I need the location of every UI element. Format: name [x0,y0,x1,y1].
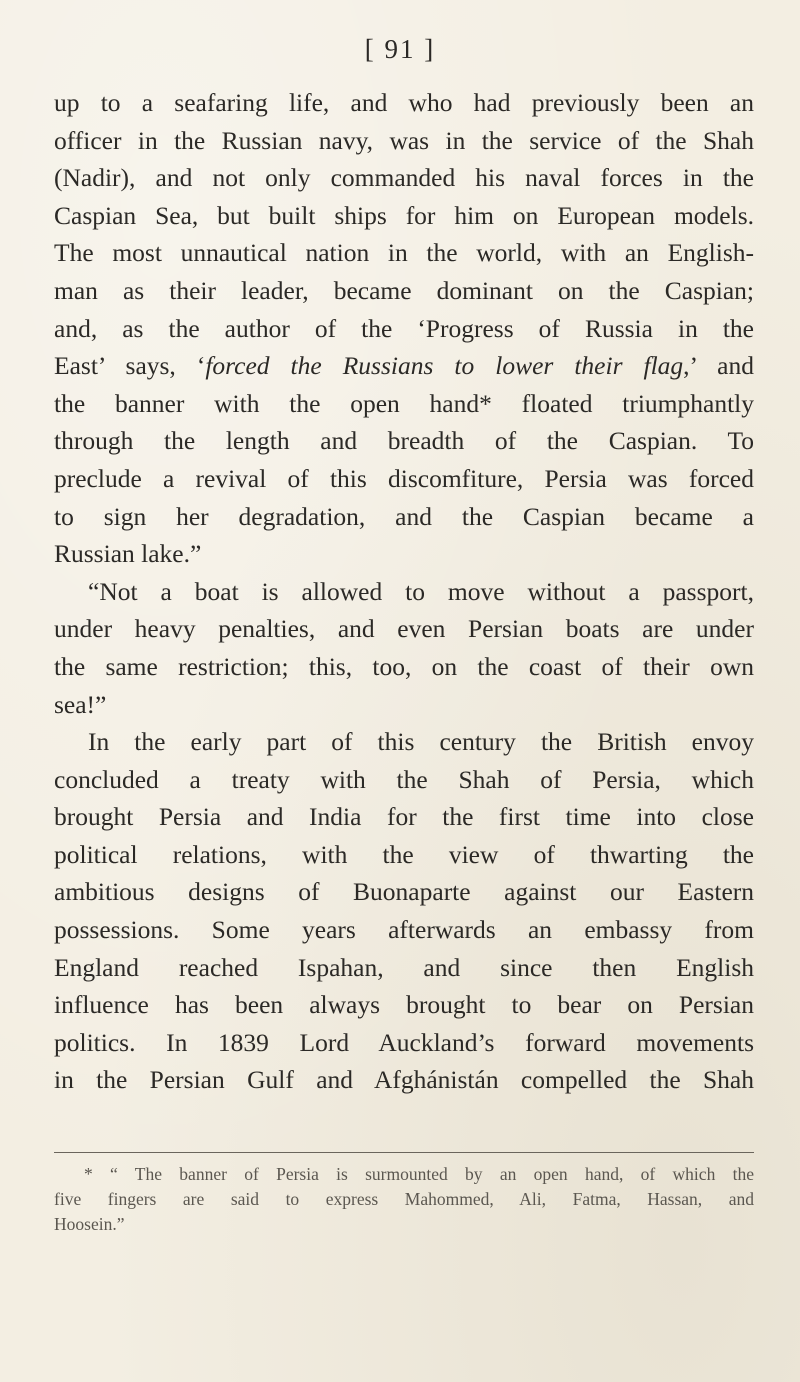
text-line: possessions. Some years afterwards an embassy from [54,915,754,945]
text-line: Russian lake.” [54,539,202,569]
text-line: sea!” [54,689,107,719]
text-line: In the early part of this century the British envoy [88,727,754,757]
footnote [54,1162,754,1237]
text-line: ambitious designs of Buonaparte against our Eastern [54,877,754,907]
text-line: Caspian Sea, but built ships for him on European models. [54,200,754,230]
text-line: through the length and breadth of the Caspian. To [54,426,754,456]
text-line: to sign her degradation, and the Caspian became a [54,501,754,531]
text-line: and, as the author of the ‘Progress of Russia in the [54,313,754,343]
text-segment: East’ says, ‘ [54,351,206,381]
text-line: politics. In 1839 Lord Auckland’s forward movements [54,1027,754,1057]
page-number: [ 91 ] [364,34,436,64]
text-segment: ,’ and [683,351,754,381]
text-line: in the Persian Gulf and Afghánistán compelled the Shah [54,1065,754,1095]
text-line: the same restriction; this, too, on the coast of their own [54,651,754,681]
footnote-divider [54,1152,754,1153]
text-line: under heavy penalties, and even Persian boats are under [54,614,754,644]
text-line: “Not a boat is allowed to move without a passport, [88,576,754,606]
text-line: man as their leader, became dominant on the Caspian; [54,275,754,305]
text-line: brought Persia and India for the first time into close [54,802,754,832]
text-line: The most unnautical nation in the world, with an English- [54,238,754,268]
text-line: preclude a revival of this discomfiture, Persia was forced [54,463,754,493]
text-line: (Nadir), and not only commanded his naval forces in the [54,163,754,193]
italic-quote: forced the Russians to lower their flag [205,351,684,381]
text-line: the banner with the open hand* floated triumphantly [54,388,754,418]
text-line: concluded a treaty with the Shah of Persia, which [54,764,754,794]
footnote-line: Hoosein.” [54,1214,125,1234]
text-line: up to a seafaring life, and who had previously been an [54,88,754,117]
footnote-line: * “ The banner of Persia is surmounted by an open hand, of which the [84,1164,754,1184]
body-text [54,84,754,1099]
text-line-with-italic [54,347,754,385]
footnote-line: five fingers are said to express Mahommed, Ali, Fatma, Hassan, and [54,1189,754,1209]
text-line: England reached Ispahan, and since then English [54,952,754,982]
text-line: political relations, with the view of thwarting the [54,839,754,869]
text-line: influence has been always brought to bear on Persian [54,990,754,1020]
text-line: officer in the Russian navy, was in the service of the Shah [54,125,754,155]
